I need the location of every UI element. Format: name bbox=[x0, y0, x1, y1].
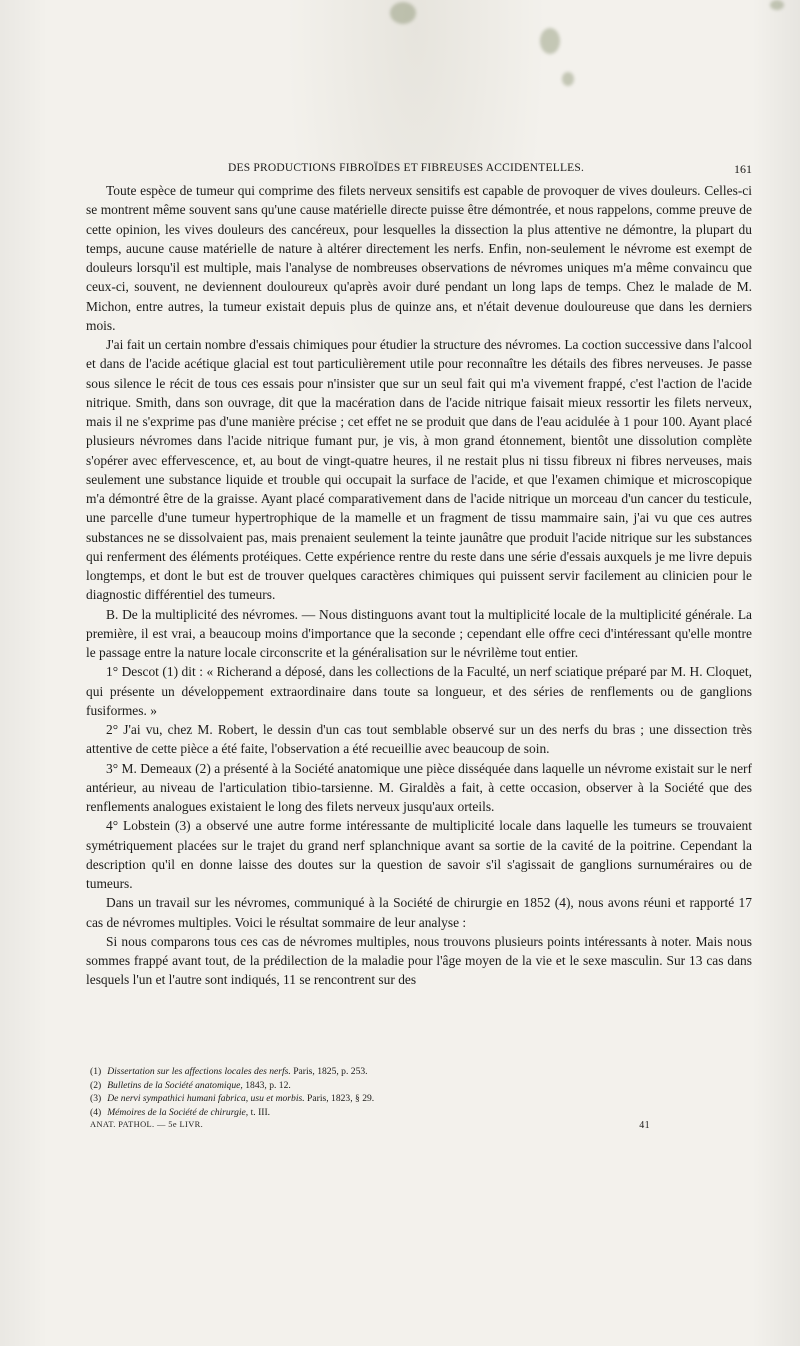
signature-number: 41 bbox=[639, 1120, 650, 1131]
footnote bbox=[90, 1106, 690, 1120]
footnote-detail: 1843, p. 12. bbox=[245, 1079, 291, 1091]
footnotes bbox=[90, 1065, 690, 1119]
footnote-detail: t. III. bbox=[250, 1106, 271, 1118]
footnote-number: (3) bbox=[90, 1093, 102, 1105]
ink-stain bbox=[770, 0, 784, 10]
paragraph: 3° M. Demeaux (2) a présenté à la Société anatomique une pièce disséquée dans laquelle un névrome existait sur le nerf antérieur, au niveau de l'articulation tibio-tarsienne. M. Giraldès a fait, à cette occasion, observer à la Société que des renflements analogues existaient le long des filets nerveux jusqu'aux orteils. bbox=[86, 760, 752, 814]
running-title: DES PRODUCTIONS FIBROÏDES ET FIBREUSES ACCIDENTELLES. bbox=[228, 162, 585, 174]
paragraph: 1° Descot (1) dit : « Richerand a déposé, dans les collections de la Faculté, un nerf sciatique préparé par M. H. Cloquet, qui présente un développement extraordinaire dans toute sa longueur, et des séries de renflements ou de ganglions fusiformes. » bbox=[86, 664, 752, 718]
footnote bbox=[90, 1079, 690, 1093]
printer-signature bbox=[90, 1120, 650, 1129]
footnote-detail: Paris, 1823, § 29. bbox=[307, 1093, 375, 1105]
paragraph: B. De la multiplicité des névromes. — Nous distinguons avant tout la multiplicité locale de la multiplicité générale. La première, il est vrai, a beaucoup moins d'importance que la seconde ; cependant elle offre ceci d'intéressant qu'elle montre le passage entre la nature locale circonscrite et la généralisation sur le névrilème tout entier. bbox=[86, 606, 752, 660]
footnote bbox=[90, 1092, 690, 1106]
footnote-number: (4) bbox=[90, 1106, 102, 1118]
signature-left: ANAT. PATHOL. — 5e LIVR. bbox=[90, 1120, 204, 1129]
ink-stain bbox=[562, 72, 574, 86]
footnote bbox=[90, 1065, 690, 1079]
footnote-title: Dissertation sur les affections locales des nerfs. bbox=[107, 1066, 291, 1077]
body-text bbox=[86, 181, 752, 990]
paragraph: 4° Lobstein (3) a observé une autre forme intéressante de multiplicité locale dans laquelle les tumeurs se trouvaient symétriquement placées sur le trajet du grand nerf splanchnique avant sa sortie de la cavité de la poitrine. Cependant la description qu'il en donne laisse des doutes sur la question de savoir s'il s'agissait de ganglions surnuméraires ou de tumeurs. bbox=[86, 818, 752, 891]
paragraph: Dans un travail sur les névromes, communiqué à la Société de chirurgie en 1852 (4), nous avons réuni et rapporté 17 cas de névromes multiples. Voici le résultat sommaire de leur analyse : bbox=[86, 895, 752, 930]
ink-stain bbox=[390, 2, 416, 24]
page-number: 161 bbox=[734, 162, 752, 176]
footnote-number: (1) bbox=[90, 1066, 102, 1077]
footnote-title: Mémoires de la Société de chirurgie, bbox=[107, 1106, 249, 1118]
paragraph: Si nous comparons tous ces cas de névromes multiples, nous trouvons plusieurs points intéressants à noter. Mais nous sommes frappé avant tout, de la prédilection de la maladie pour l'âge moyen de la vie et le sexe masculin. Sur 13 cas dans lesquels l'un et l'autre sont indiqués, 11 se rencontrent sur des bbox=[86, 933, 752, 988]
footnote-title: Bulletins de la Société anatomique, bbox=[107, 1079, 243, 1091]
footnote-number: (2) bbox=[90, 1079, 102, 1091]
footnote-detail: Paris, 1825, p. 253. bbox=[293, 1066, 368, 1077]
ink-stain bbox=[540, 28, 560, 54]
paragraph: J'ai fait un certain nombre d'essais chimiques pour étudier la structure des névromes. La coction successive dans l'alcool et dans de l'acide acétique glacial est tout particulièrement utile pour reconnaître les détails des fibres nerveuses. Je passe sous silence le récit de tous ces essais pour n'insister que sur un seul fait qui m'a vivement frappé, c'est l'action de l'acide nitrique. Smith, dans son ouvrage, dit que la macération dans de l'acide nitrique faisait mieux ressortir les filets nerveux, mais il ne s'exprime pas d'une manière précise ; cet effet ne se produit que dans de l'eau acidulée à 1 pour 100. Ayant placé plusieurs névromes dans l'acide nitrique fumant pur, je vis, à mon grand étonnement, bientôt une dissolution complète s'opérer avec effervescence, et, au bout de vingt-quatre heures, il ne restait plus ni tissu fibreux ni fibres nerveuses, mais seulement une substance liquide et trouble qui occupait la surface de l'acide, et que l'examen chimique et microscopique m'a démontré être de la graisse. Ayant placé comparativement dans de l'acide nitrique un morceau d'un cancer du testicule, une parcelle d'une tumeur hypertrophique de la mamelle et un fragment de tissu mammaire sain, j'ai vu que ces autres substances ne se dissolvaient pas, mais prenaient seulement la teinte jaunâtre que produit l'acide nitrique sur les substances qui renferment des éléments protéiques. Cette expérience rentre du reste dans une série d'essais auxquels je me livre depuis longtemps, et dont le but est de trouver quelques caractères chimiques qui puissent servir facilement au clinicien pour le diagnostic différentiel des tumeurs. bbox=[86, 337, 752, 603]
paragraph: Toute espèce de tumeur qui comprime des filets nerveux sensitifs est capable de provoquer de vives douleurs. Celles-ci se montrent même souvent sans qu'une cause matérielle directe puisse être démontrée, et nous rappelons, comme preuve de cette opinion, les vives douleurs des cancéreux, pour lesquelles la dissection la plus attentive ne démontre, la plupart du temps, aucune cause matérielle de nature à altérer directement les nerfs. Enfin, non-seulement le névrome est exempt de douleurs lorsqu'il est multiple, mais l'analyse de nombreuses observations de névromes uniques m'a même convaincu que ceux-ci, souvent, ne deviennent douloureux qu'après avoir duré pendant un long laps de temps. Chez le malade de M. Michon, entre autres, la tumeur existait depuis plus de quinze ans, et n'était devenue douloureuse que dans les derniers mois. bbox=[86, 183, 752, 333]
running-header bbox=[86, 162, 752, 178]
footnote-title: De nervi sympathici humani fabrica, usu et morbis. bbox=[107, 1093, 305, 1105]
paragraph: 2° J'ai vu, chez M. Robert, le dessin d'un cas tout semblable observé sur un des nerfs du bras ; une dissection très attentive de cette pièce a été faite, l'observation a été recueillie avec beaucoup de soin. bbox=[86, 722, 752, 757]
